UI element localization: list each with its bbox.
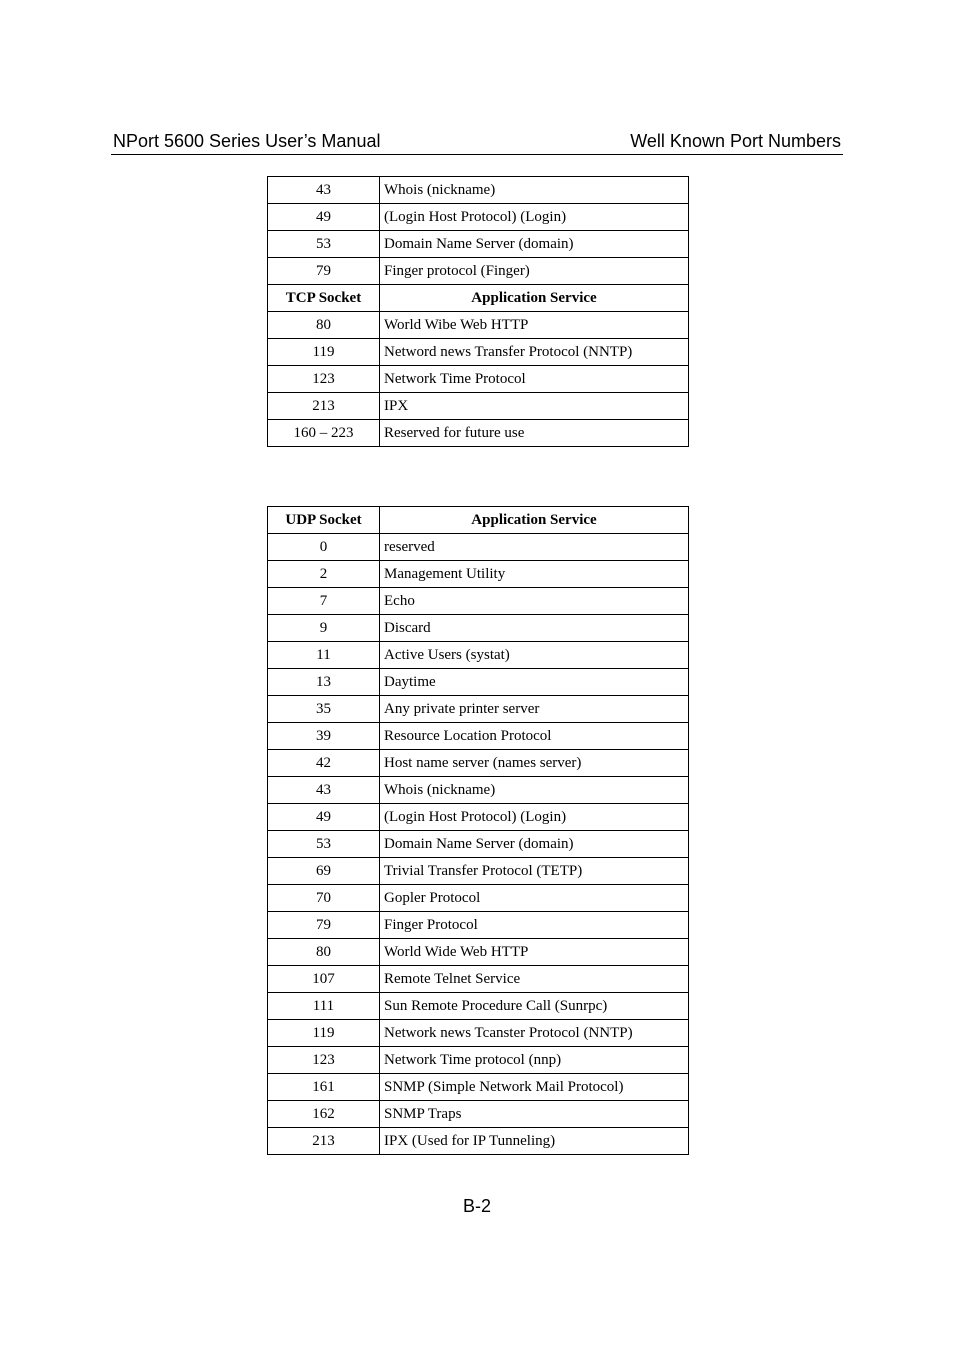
- port-number-cell: 123: [268, 1047, 380, 1074]
- service-name-cell: Whois (nickname): [380, 777, 689, 804]
- service-name-cell: Host name server (names server): [380, 750, 689, 777]
- column-header-socket: UDP Socket: [268, 507, 380, 534]
- service-name-cell: Finger Protocol: [380, 912, 689, 939]
- table-row: [268, 231, 689, 258]
- table-row: [268, 177, 689, 204]
- table-row: [268, 1020, 689, 1047]
- table-row: [268, 723, 689, 750]
- table-row: [268, 966, 689, 993]
- table-row: [268, 534, 689, 561]
- port-number-cell: 42: [268, 750, 380, 777]
- table-row: [268, 750, 689, 777]
- port-number-cell: 213: [268, 1128, 380, 1155]
- port-number-cell: 213: [268, 393, 380, 420]
- port-number-cell: 53: [268, 231, 380, 258]
- port-number-cell: 43: [268, 777, 380, 804]
- port-number-cell: 119: [268, 339, 380, 366]
- port-number-cell: 49: [268, 204, 380, 231]
- port-number-cell: 111: [268, 993, 380, 1020]
- table-row: [268, 993, 689, 1020]
- table-row: [268, 420, 689, 447]
- port-number-cell: 79: [268, 258, 380, 285]
- port-number-cell: 161: [268, 1074, 380, 1101]
- table-row: [268, 1101, 689, 1128]
- service-name-cell: (Login Host Protocol) (Login): [380, 804, 689, 831]
- service-name-cell: Any private printer server: [380, 696, 689, 723]
- table-row: [268, 804, 689, 831]
- port-number-cell: 123: [268, 366, 380, 393]
- port-number-cell: 35: [268, 696, 380, 723]
- service-name-cell: Remote Telnet Service: [380, 966, 689, 993]
- manual-title: NPort 5600 Series User’s Manual: [113, 131, 381, 151]
- service-name-cell: Domain Name Server (domain): [380, 231, 689, 258]
- port-number-cell: 49: [268, 804, 380, 831]
- table-row: [268, 393, 689, 420]
- port-number-cell: 11: [268, 642, 380, 669]
- table-row: [268, 312, 689, 339]
- service-name-cell: Finger protocol (Finger): [380, 258, 689, 285]
- port-number-cell: 0: [268, 534, 380, 561]
- table-row: [268, 204, 689, 231]
- table-row: [268, 339, 689, 366]
- table-row: [268, 615, 689, 642]
- table-row: [268, 696, 689, 723]
- service-name-cell: Daytime: [380, 669, 689, 696]
- port-number-cell: 2: [268, 561, 380, 588]
- udp-port-table: [267, 506, 689, 1155]
- section-title: Well Known Port Numbers: [630, 131, 841, 151]
- service-name-cell: SNMP (Simple Network Mail Protocol): [380, 1074, 689, 1101]
- service-name-cell: Netword news Transfer Protocol (NNTP): [380, 339, 689, 366]
- service-name-cell: Network Time Protocol: [380, 366, 689, 393]
- column-header-service: Application Service: [380, 285, 689, 312]
- port-number-cell: 119: [268, 1020, 380, 1047]
- port-number-cell: 70: [268, 885, 380, 912]
- service-name-cell: Trivial Transfer Protocol (TETP): [380, 858, 689, 885]
- service-name-cell: Network news Tcanster Protocol (NNTP): [380, 1020, 689, 1047]
- port-number-cell: 7: [268, 588, 380, 615]
- port-number-cell: 79: [268, 912, 380, 939]
- service-name-cell: Echo: [380, 588, 689, 615]
- port-number-cell: 43: [268, 177, 380, 204]
- table-row: [268, 258, 689, 285]
- port-number-cell: 39: [268, 723, 380, 750]
- service-name-cell: (Login Host Protocol) (Login): [380, 204, 689, 231]
- table-row: [268, 588, 689, 615]
- port-number-cell: 9: [268, 615, 380, 642]
- service-name-cell: Gopler Protocol: [380, 885, 689, 912]
- column-header-service: Application Service: [380, 507, 689, 534]
- service-name-cell: Resource Location Protocol: [380, 723, 689, 750]
- service-name-cell: World Wibe Web HTTP: [380, 312, 689, 339]
- table-row: [268, 912, 689, 939]
- table-row: [268, 1128, 689, 1155]
- table-row: [268, 1047, 689, 1074]
- service-name-cell: Whois (nickname): [380, 177, 689, 204]
- port-number-cell: 162: [268, 1101, 380, 1128]
- table-row: [268, 858, 689, 885]
- table-row: [268, 1074, 689, 1101]
- port-number-cell: 107: [268, 966, 380, 993]
- service-name-cell: IPX (Used for IP Tunneling): [380, 1128, 689, 1155]
- table-row: [268, 939, 689, 966]
- table-row: [268, 366, 689, 393]
- table-row: [268, 669, 689, 696]
- service-name-cell: IPX: [380, 393, 689, 420]
- service-name-cell: Discard: [380, 615, 689, 642]
- service-name-cell: Active Users (systat): [380, 642, 689, 669]
- tcp-port-table: [267, 176, 689, 447]
- service-name-cell: World Wide Web HTTP: [380, 939, 689, 966]
- service-name-cell: SNMP Traps: [380, 1101, 689, 1128]
- service-name-cell: Management Utility: [380, 561, 689, 588]
- port-number-cell: 80: [268, 939, 380, 966]
- table-row: [268, 777, 689, 804]
- table-header-row: [268, 285, 689, 312]
- port-number-cell: 160 – 223: [268, 420, 380, 447]
- service-name-cell: Reserved for future use: [380, 420, 689, 447]
- port-number-cell: 13: [268, 669, 380, 696]
- column-header-socket: TCP Socket: [268, 285, 380, 312]
- port-number-cell: 69: [268, 858, 380, 885]
- page-header: [111, 128, 843, 155]
- service-name-cell: Domain Name Server (domain): [380, 831, 689, 858]
- service-name-cell: Network Time protocol (nnp): [380, 1047, 689, 1074]
- service-name-cell: Sun Remote Procedure Call (Sunrpc): [380, 993, 689, 1020]
- page-number: B-2: [462, 1196, 491, 1216]
- table-header-row: [268, 507, 689, 534]
- table-row: [268, 885, 689, 912]
- table-row: [268, 642, 689, 669]
- port-number-cell: 80: [268, 312, 380, 339]
- service-name-cell: reserved: [380, 534, 689, 561]
- port-number-cell: 53: [268, 831, 380, 858]
- table-row: [268, 561, 689, 588]
- table-row: [268, 831, 689, 858]
